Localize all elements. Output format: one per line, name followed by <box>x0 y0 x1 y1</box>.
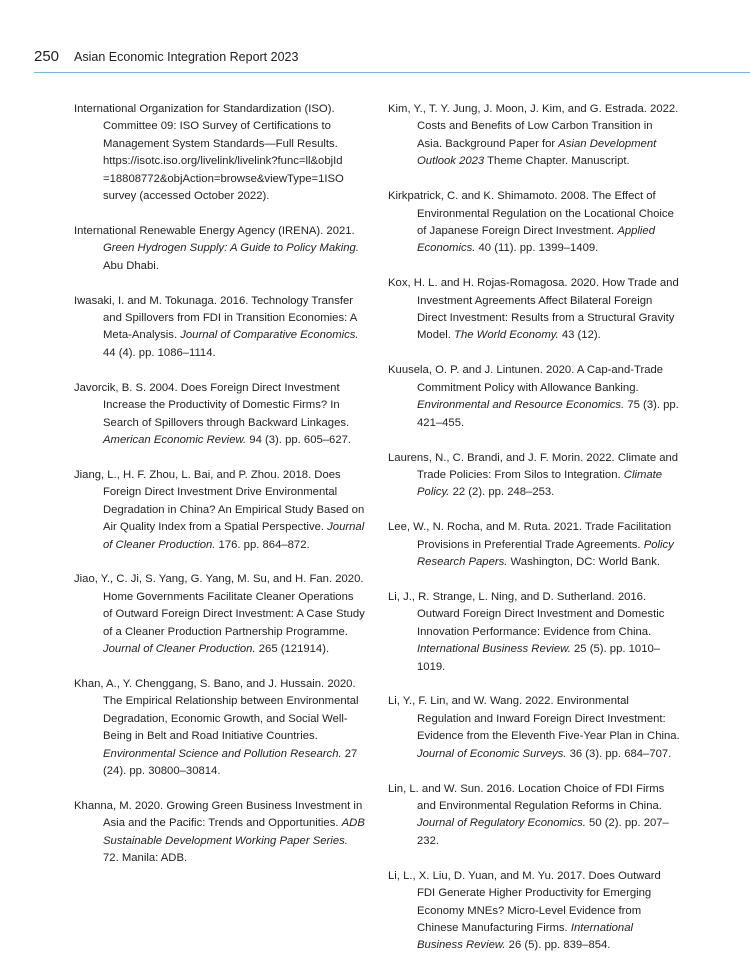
header-rule <box>34 72 750 73</box>
reference-entry: Li, Y., F. Lin, and W. Wang. 2022. Environmental Regulation and Inward Foreign Direct Investment: Evidence from the Eleventh Five-Year Plan in China. Journal of Economic Surveys. 36 (3). pp. 684–707. <box>388 695 680 760</box>
page-number: 250 <box>34 48 60 65</box>
reference-entry: Kox, H. L. and H. Rojas-Romagosa. 2020. How Trade and Investment Agreements Affect Bilateral Foreign Direct Investment: Results from a Structural Gravity Model. The World Economy. 43 (12). <box>388 277 679 342</box>
page-header <box>34 48 750 74</box>
reference-entry: Kuusela, O. P. and J. Lintunen. 2020. A Cap-and-Trade Commitment Policy with Allowance Banking. Environmental and Resource Economics. 75 (3). pp. 421–455. <box>388 364 679 429</box>
reference-entry: Iwasaki, I. and M. Tokunaga. 2016. Technology Transfer and Spillovers from FDI in Transition Economies: A Meta-Analysis. Journal of Comparative Economics. 44 (4). pp. 1086–1114. <box>74 294 359 359</box>
reference-entry: Javorcik, B. S. 2004. Does Foreign Direct Investment Increase the Productivity of Domestic Firms? In Search of Spillovers through Backward Linkages. American Economic Review. 94 (3). pp. 605–627. <box>74 381 352 446</box>
reference-entry: International Organization for Standardization (ISO). Committee 09: ISO Survey of Certifications to Management System Standards—Full Results. https://isotc.iso.org/livelink/livelink?func=ll&objId =18808772&objAction=browse&viewType=1ISO survey (accessed October 2022). <box>74 103 344 203</box>
reference-entry: Lin, L. and W. Sun. 2016. Location Choice of FDI Firms and Environmental Regulation Reforms in China. Journal of Regulatory Economics. 50 (2). pp. 207–232. <box>388 782 669 847</box>
reference-entry: Laurens, N., C. Brandi, and J. F. Morin. 2022. Climate and Trade Policies: From Silos to Integration. Climate Policy. 22 (2). pp. 248–253. <box>388 451 679 499</box>
references-column-right <box>388 101 680 972</box>
reference-entry: Li, J., R. Strange, L. Ning, and D. Sutherland. 2016. Outward Foreign Direct Investment and Domestic Innovation Performance: Evidence from China. International Business Review. 25 (5). pp. 1010–1019. <box>388 590 665 673</box>
reference-entry: Kim, Y., T. Y. Jung, J. Moon, J. Kim, and G. Estrada. 2022. Costs and Benefits of Low Carbon Transition in Asia. Background Paper for Asian Development Outlook 2023 Theme Chapter. Manuscript. <box>388 103 679 168</box>
reference-entry: Lee, W., N. Rocha, and M. Ruta. 2021. Trade Facilitation Provisions in Preferential Trade Agreements. Policy Research Papers. Washington, DC: World Bank. <box>388 521 674 569</box>
running-title: Asian Economic Integration Report 2023 <box>74 50 299 64</box>
reference-entry: Jiang, L., H. F. Zhou, L. Bai, and P. Zhou. 2018. Does Foreign Direct Investment Drive Environmental Degradation in China? An Empirical Study Based on Air Quality Index from a Spatial Perspective. Journal of Cleaner Production. 176. pp. 864–872. <box>74 468 365 551</box>
reference-entry: Khanna, M. 2020. Growing Green Business Investment in Asia and the Pacific: Trends and Opportunities. ADB Sustainable Development Working Paper Series. 72. Manila: ADB. <box>74 799 365 865</box>
reference-entry: Kirkpatrick, C. and K. Shimamoto. 2008. The Effect of Environmental Regulation on the Locational Choice of Japanese Foreign Direct Investment. Applied Economics. 40 (11). pp. 1399–1409. <box>388 190 674 255</box>
reference-entry: Li, L., X. Liu, D. Yuan, and M. Yu. 2017. Does Outward FDI Generate Higher Productivity for Emerging Economy MNEs? Micro-Level Evidence from Chinese Manufacturing Firms. International Business Review. 26 (5). pp. 839–854. <box>388 869 661 952</box>
reference-entry: International Renewable Energy Agency (IRENA). 2021. Green Hydrogen Supply: A Guide to Policy Making. Abu Dhabi. <box>74 224 359 272</box>
reference-entry: Khan, A., Y. Chenggang, S. Bano, and J. Hussain. 2020. The Empirical Relationship between Environmental Degradation, Economic Growth, and Social Well-Being in Belt and Road Initiative Countries. Environmental Science and Pollution Research. 27 (24). pp. 30800–30814. <box>74 677 359 777</box>
reference-entry: Jiao, Y., C. Ji, S. Yang, G. Yang, M. Su, and H. Fan. 2020. Home Governments Facilitate Cleaner Operations of Outward Foreign Direct Investment: A Case Study of a Cleaner Production Partnership Programme. Journal of Cleaner Production. 265 (121914). <box>74 573 365 656</box>
references-column-left <box>74 101 366 885</box>
